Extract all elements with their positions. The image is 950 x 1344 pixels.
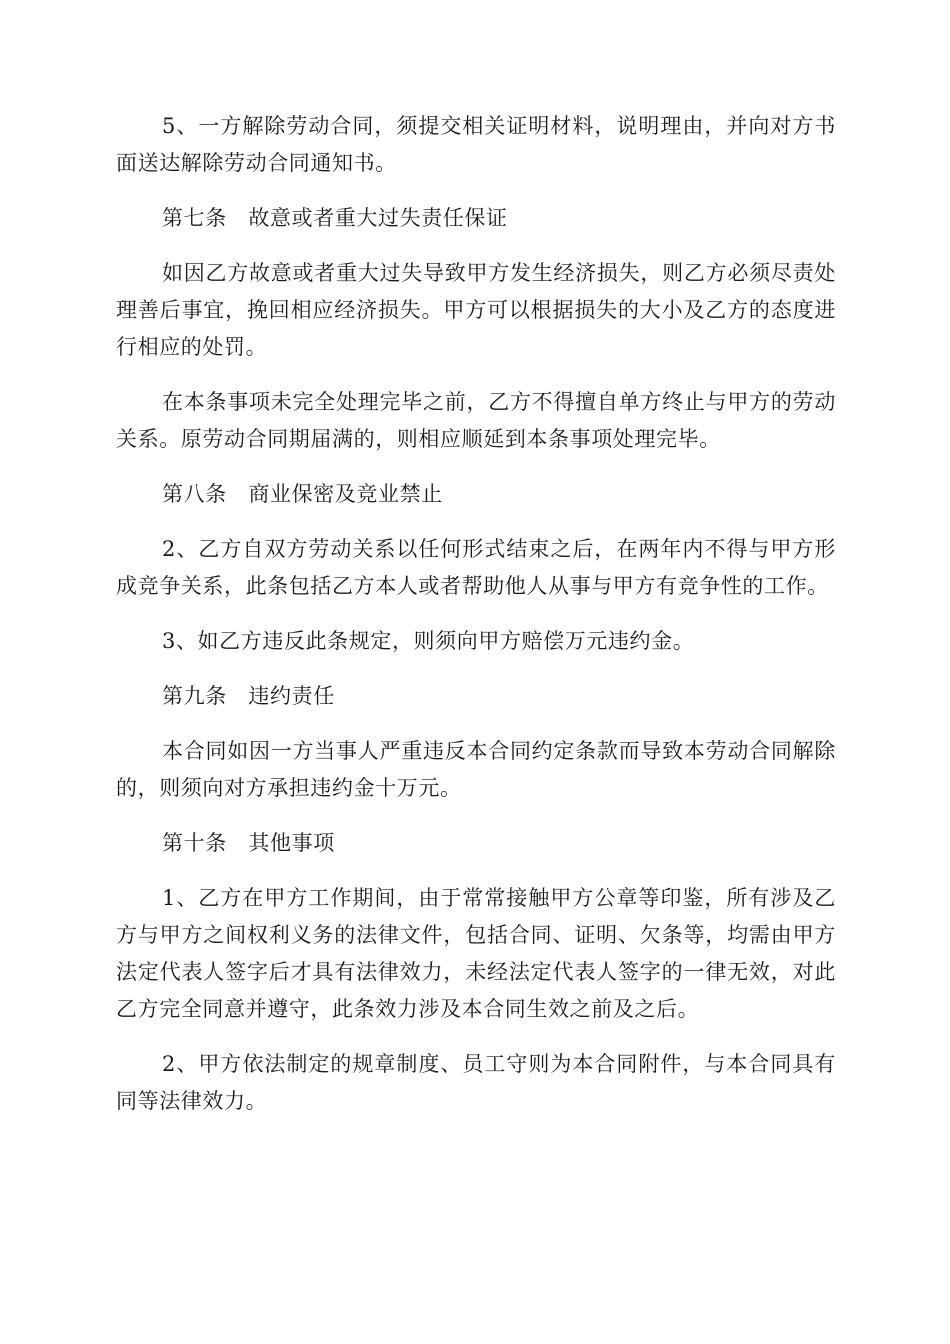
heading-article-8: 第八条 商业保密及竞业禁止	[162, 482, 443, 506]
heading-article-7: 第七条 故意或者重大过失责任保证	[162, 206, 508, 230]
document-body	[116, 108, 836, 1138]
paragraph-non-compete: 2、乙方自双方劳动关系以任何形式结束之后，在两年内不得与甲方形成竞争关系，此条包括乙方本人或者帮助他人从事与甲方有竞争性的工作。	[116, 537, 836, 598]
paragraph-breach-liability: 本合同如因一方当事人严重违反本合同约定条款而导致本劳动合同解除的，则须向对方承担违约金十万元。	[116, 739, 836, 800]
heading-article-9: 第九条 违约责任	[162, 684, 335, 708]
paragraph-no-termination-before-resolution: 在本条事项未完全处理完毕之前，乙方不得擅自单方终止与甲方的劳动关系。原劳动合同期届满的，则相应顺延到本条事项处理完毕。	[116, 390, 836, 451]
paragraph-seal-signature: 1、乙方在甲方工作期间，由于常常接触甲方公章等印鉴，所有涉及乙方与甲方之间权利义务的法律文件，包括合同、证明、欠条等，均需由甲方法定代表人签字后才具有法律效力，未经法定代表人签字的一律无效，对此乙方完全同意并遵守，此条效力涉及本合同生效之前及之后。	[116, 886, 836, 1021]
paragraph-rules-attachment: 2、甲方依法制定的规章制度、员工守则为本合同附件，与本合同具有同等法律效力。	[116, 1052, 836, 1113]
heading-article-10: 第十条 其他事项	[162, 831, 335, 855]
paragraph-non-compete-penalty: 3、如乙方违反此条规定，则须向甲方赔偿万元违约金。	[162, 629, 695, 653]
paragraph-termination-notice: 5、一方解除劳动合同，须提交相关证明材料，说明理由，并向对方书面送达解除劳动合同通知书。	[116, 114, 836, 175]
paragraph-loss-liability: 如因乙方故意或者重大过失导致甲方发生经济损失，则乙方必须尽责处理善后事宜，挽回相应经济损失。甲方可以根据损失的大小及乙方的态度进行相应的处罚。	[116, 261, 836, 359]
